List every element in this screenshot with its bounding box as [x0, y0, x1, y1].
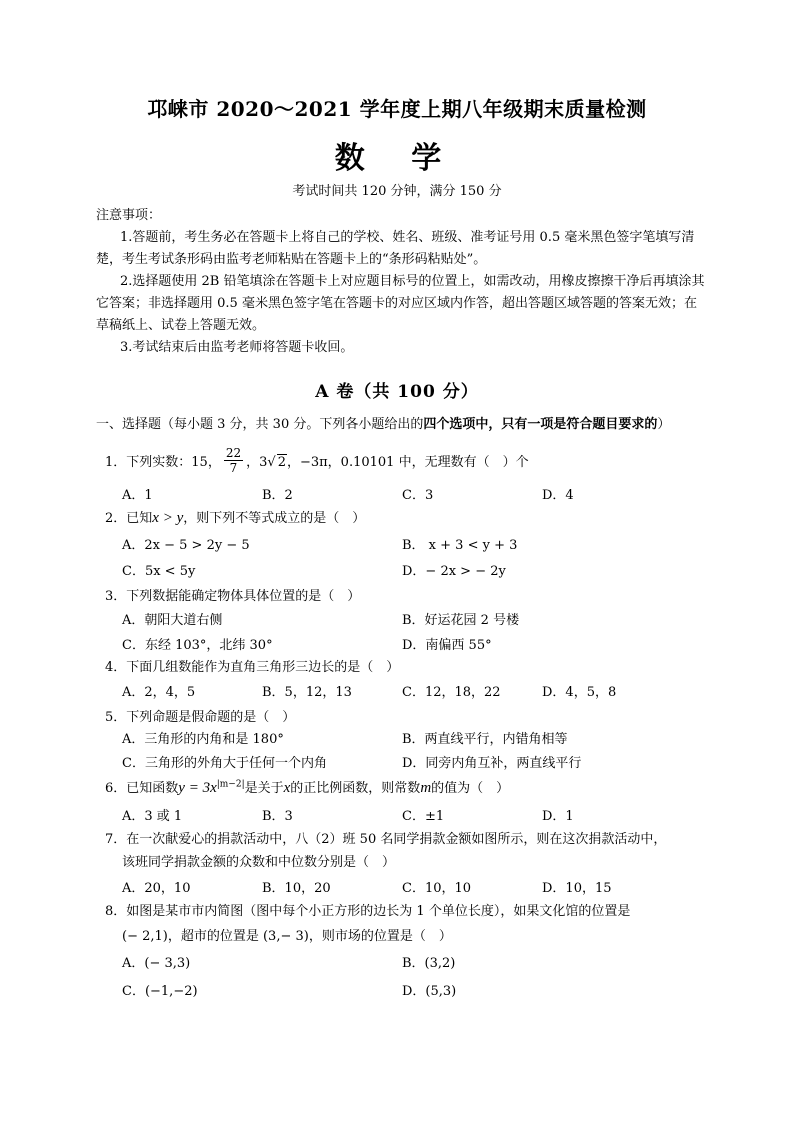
question-stem: 已知函数 [126, 781, 179, 796]
question-stem: 已知 [126, 511, 153, 526]
question-stem: 如图是某市市内简图（图中每个小正方形的边长为 1 个单位长度），如果文化馆的位置是 [126, 904, 631, 919]
question-stem: 的正比例函数，则常数 [290, 781, 421, 796]
option-d: D．同旁内角互补，两直线平行 [402, 756, 582, 771]
fraction [224, 446, 243, 475]
part1-bold: 四个选项中，只有一项是符合题目要求的 [423, 417, 658, 432]
question-number: 2． [105, 511, 127, 526]
question-stem-line2: 该班同学捐款金额的众数和中位数分别是（ ） [122, 855, 396, 870]
option-c: C．3 [402, 488, 434, 503]
question-number: 1． [105, 455, 127, 470]
math-variable: x [283, 780, 291, 796]
question-number: 7． [105, 832, 127, 847]
note-item: 2.选择题使用 2B 铅笔填涂在答题卡上对应题目标号的位置上，如需改动，用橡皮擦擦干净后再填涂其它答案；非选择题用 0.5 毫米黑色签字笔在答题卡的对应区域内作答，超出答题区域答题的答案无效；在草稿纸上、试卷上答题无效。 [96, 274, 705, 333]
option-a: A．20，10 [122, 881, 191, 896]
option-b: B．5，12，13 [262, 685, 352, 700]
math-expression: y = 3x [178, 780, 217, 796]
question-number: 3． [105, 589, 127, 604]
option-c: C．三角形的外角大于任何一个内角 [122, 756, 327, 771]
option-c: C．10，10 [402, 881, 472, 896]
option-a: A．1 [122, 488, 153, 503]
question-stem: 的值为（ ） [431, 781, 510, 796]
option-d: D．1 [542, 809, 574, 824]
question-stem: 下面几组数能作为直角三角形三边长的是（ ） [126, 660, 400, 675]
question-number: 4． [105, 660, 127, 675]
question-stem: ，则下列不等式成立的是（ ） [183, 511, 366, 526]
section-a-heading: A 卷（共 100 分） [315, 382, 479, 402]
question-stem: 下列实数：15， [126, 455, 221, 470]
option-b: B． x + 3 < y + 3 [402, 538, 518, 553]
option-d: D．4，5，8 [542, 685, 617, 700]
question-number: 8． [105, 904, 127, 919]
part1-tail: ） [657, 417, 671, 432]
question-stem: 下列命题是假命题的是（ ） [126, 710, 296, 725]
option-b: B．(3,2) [402, 956, 456, 971]
option-d: D．− 2x > − 2y [402, 564, 506, 579]
option-a: A．3 或 1 [122, 809, 183, 824]
question-number: 6． [105, 781, 127, 796]
question-stem: ，3 [246, 455, 268, 470]
math-expression: x > y [152, 510, 184, 526]
exponent: |m−2| [216, 779, 245, 790]
notes-block [96, 205, 706, 359]
option-a: A．三角形的内角和是 180° [122, 732, 284, 747]
sqrt-radicand: 2 [277, 455, 286, 470]
note-item: 3.考试结束后由监考老师将答题卡收回。 [120, 340, 354, 355]
option-b: B．3 [262, 809, 293, 824]
option-d: D．10，15 [542, 881, 612, 896]
option-c: C．12，18，22 [402, 685, 501, 700]
option-c: C．(−1,−2) [122, 984, 198, 999]
option-a: A．朝阳大道右侧 [122, 613, 223, 628]
option-b: B．2 [262, 488, 293, 503]
question-stem: ，−3π，0.10101 中，无理数有（ ）个 [286, 455, 529, 470]
option-d: D．(5,3) [402, 984, 457, 999]
option-c: C．东经 103°，北纬 30° [122, 638, 273, 653]
option-d: D．南偏西 55° [402, 638, 492, 653]
option-c: C．5x < 5y [122, 564, 196, 579]
option-a: A．2x − 5 > 2y − 5 [122, 538, 250, 553]
question-stem-line2: (− 2,1)，超市的位置是 (3,− 3)，则市场的位置是（ ） [122, 929, 452, 944]
part1-lead: 一、选择题（每小题 3 分，共 30 分。下列各小题给出的 [96, 417, 424, 432]
question-stem: 是关于 [244, 781, 284, 796]
sqrt-sign: √ [267, 455, 276, 470]
option-b: B．两直线平行，内错角相等 [402, 732, 568, 747]
note-item: 1.答题前，考生务必在答题卡上将自己的学校、姓名、班级、准考证号用 0.5 毫米黑色签字笔填写清楚，考生考试条形码由监考老师粘贴在答题卡上的“条形码粘贴处”。 [96, 230, 695, 267]
exam-title: 邛崃市 2020～2021 学年度上期八年级期末质量检测 [147, 97, 647, 121]
fraction-numerator: 22 [225, 446, 242, 460]
question-number: 5． [105, 710, 127, 725]
exam-info: 考试时间共 120 分钟，满分 150 分 [292, 184, 502, 199]
question-stem: 在一次献爱心的捐款活动中，八（2）班 50 名同学捐款金额如图所示，则在这次捐款活动中， [126, 832, 667, 847]
option-b: B．10，20 [262, 881, 331, 896]
option-b: B．好运花园 2 号楼 [402, 613, 520, 628]
option-d: D．4 [542, 488, 574, 503]
question-stem: 下列数据能确定物体具体位置的是（ ） [126, 589, 361, 604]
notes-heading: 注意事项： [96, 208, 162, 223]
option-a: A．2，4，5 [122, 685, 196, 700]
part1-heading [96, 413, 706, 432]
fraction-denominator: 7 [229, 461, 238, 475]
math-variable: m [420, 780, 432, 796]
option-c: C．±1 [402, 809, 445, 824]
option-a: A．(− 3,3) [122, 956, 191, 971]
subject-title: 数 学 [334, 141, 460, 176]
